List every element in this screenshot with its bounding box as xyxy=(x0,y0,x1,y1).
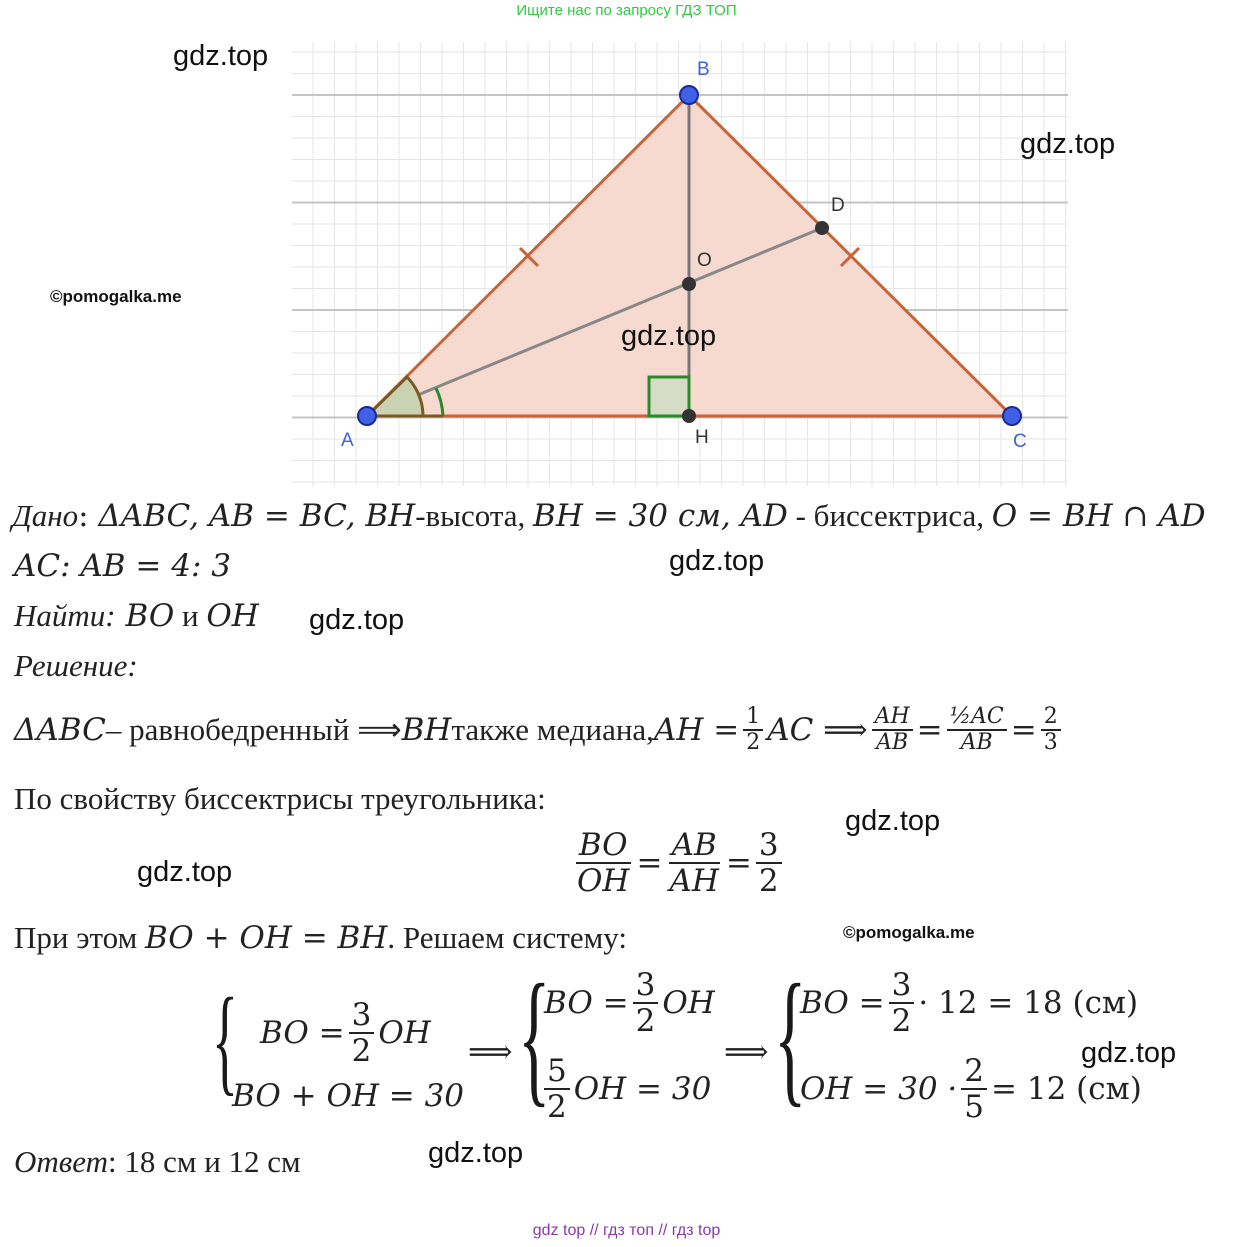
watermark-gdz-6: gdz.top xyxy=(845,805,941,837)
point-d xyxy=(815,221,829,235)
solution-line-3: При этом BO + OH = BH. Решаем систему: xyxy=(14,920,627,956)
label-h: H xyxy=(695,427,709,448)
watermark-gdz-9: gdz.top xyxy=(428,1137,524,1169)
system3-eq1: BO = $\frac{3}{2}$ · 12 = 18 (см) xyxy=(800,967,1139,1040)
solution-label: Решение: xyxy=(14,648,138,683)
label-d: D xyxy=(831,195,845,216)
find-line: Найти: BO и OH xyxy=(14,598,259,634)
system1-eq2: BO + OH = 30 xyxy=(232,1078,465,1114)
arrow-1: ⟹ xyxy=(468,1034,513,1070)
triangle-figure xyxy=(0,0,1253,500)
right-angle-marker xyxy=(649,377,689,416)
solution-line-2: По свойству биссектрисы треугольника: xyxy=(14,781,546,816)
watermark-gdz-3: gdz.top xyxy=(621,320,717,352)
watermark-gdz-1: gdz.top xyxy=(173,40,269,72)
solution-line-1: ΔABC – равнобедренный ⟹ BH также медиана, AH = $\frac{1}{2}$ AC ⟹ $\frac{AH}{AB}$ = $\frac{\text{½AC}}{AB}$ = $\frac{2}{3}$ xyxy=(14,705,1065,755)
bisector-ratio: $\frac{BO}{OH}$ = $\frac{AB}{AH}$ = $\frac{3}{2}$ xyxy=(570,828,786,898)
watermark-pomogalka-2: ©pomogalka.me xyxy=(843,923,975,942)
label-o: O xyxy=(697,250,712,271)
watermark-gdz-4: gdz.top xyxy=(669,545,765,577)
label-a: A xyxy=(341,430,354,451)
brace-3: { xyxy=(774,954,807,1120)
watermark-gdz-5: gdz.top xyxy=(309,604,405,636)
footer-links[interactable]: gdz top // гдз топ // гдз top xyxy=(532,1222,721,1239)
system2-eq2: $\frac{5}{2}$ OH = 30 xyxy=(540,1054,711,1124)
given-line: Дано: ΔABC, AB = BC, BH-высота, BH = 30 см, AD - биссектриса, O = BH ∩ AD xyxy=(12,498,1206,534)
watermark-gdz-7: gdz.top xyxy=(137,856,233,888)
answer-line: Ответ: 18 см и 12 см xyxy=(14,1144,301,1179)
system1-eq1: BO = $\frac{3}{2}$ OH xyxy=(260,997,431,1070)
brace-2: { xyxy=(518,954,551,1120)
watermark-gdz-8: gdz.top xyxy=(1081,1037,1177,1069)
system2-eq1: BO = $\frac{3}{2}$ OH xyxy=(544,967,715,1040)
watermark-gdz-2: gdz.top xyxy=(1020,128,1116,160)
point-o xyxy=(682,277,696,291)
point-c xyxy=(1003,407,1021,425)
label-c: C xyxy=(1013,431,1027,452)
point-a xyxy=(358,407,376,425)
top-search-link[interactable]: Ищите нас по запросу ГДЗ ТОП xyxy=(516,2,737,19)
system3-eq2: OH = 30 · $\frac{2}{5}$ = 12 (см) xyxy=(800,1053,1142,1126)
point-h xyxy=(682,409,696,423)
given-ratio: AC: AB = 4: 3 xyxy=(14,548,231,584)
watermark-pomogalka-1: ©pomogalka.me xyxy=(50,287,182,306)
arrow-2: ⟹ xyxy=(724,1034,769,1070)
label-b: B xyxy=(697,59,710,80)
point-b xyxy=(680,86,698,104)
brace-1: { xyxy=(212,973,238,1106)
